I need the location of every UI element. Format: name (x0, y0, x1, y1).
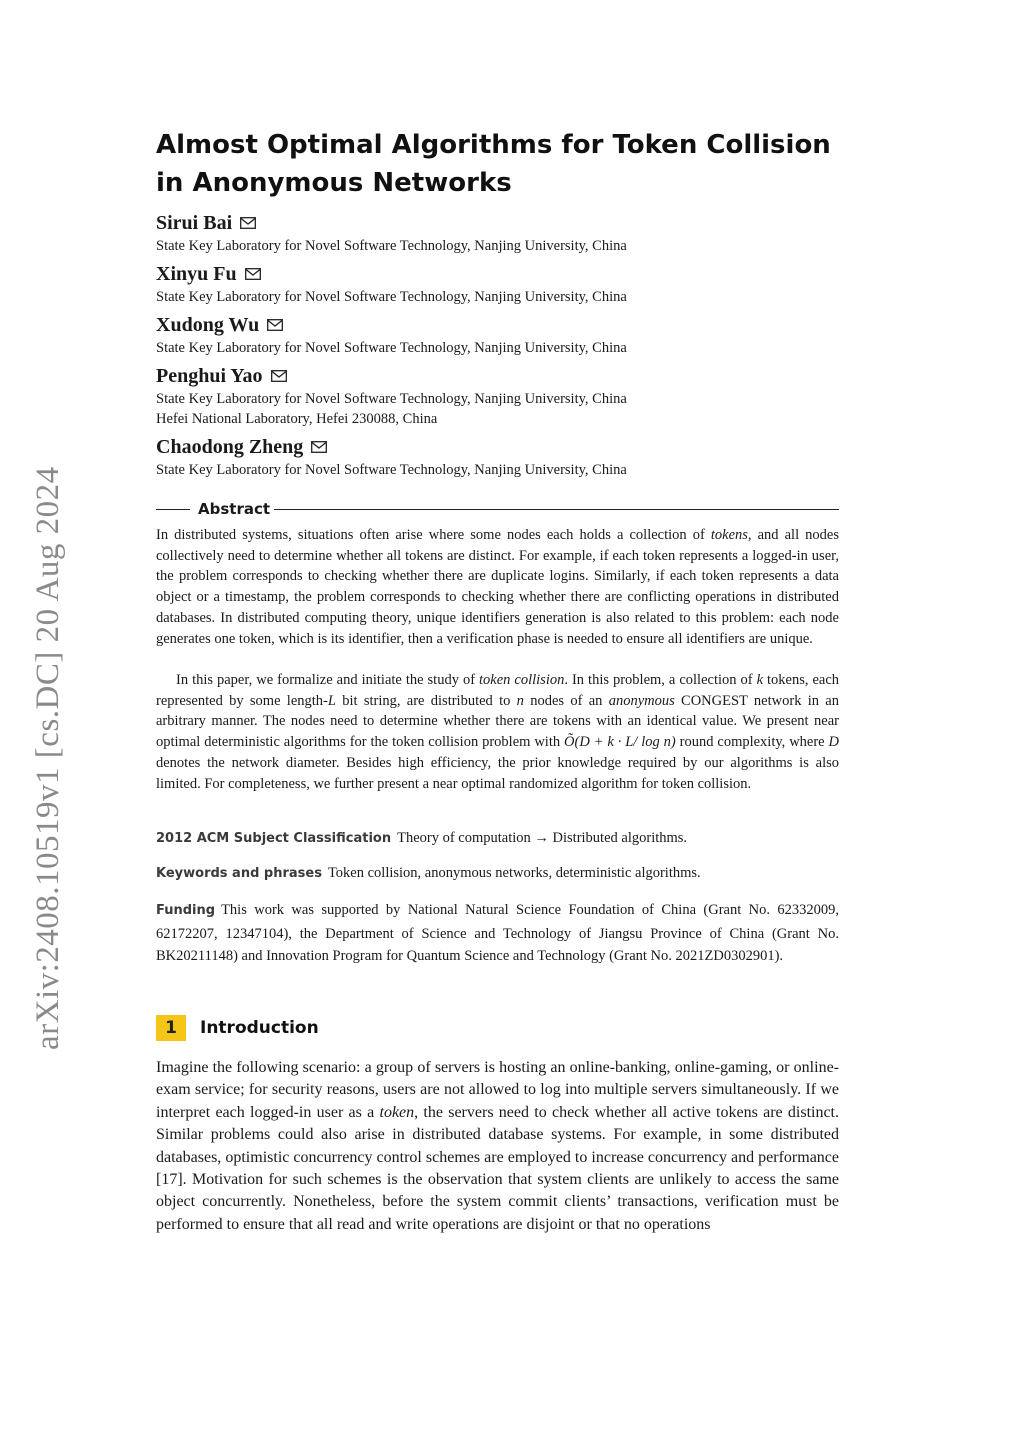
author-block (156, 263, 856, 307)
funding-label: Funding (156, 903, 216, 918)
email-icon[interactable] (311, 441, 327, 453)
paper-title: Almost Optimal Algorithms for Token Collision in Anonymous Networks (156, 130, 831, 198)
author-block (156, 314, 856, 358)
author-name: Xinyu Fu (156, 263, 237, 285)
author-affiliation: State Key Laboratory for Novel Software Technology, Nanjing University, China (156, 391, 627, 407)
intro-paragraph: Imagine the following scenario: a group of servers is hosting an online-banking, online-gaming, or online-exam service; for security reasons, users are not allowed to log into multiple servers simultaneously. If we interpret each logged-in user as a token, the servers need to check whether all active tokens are distinct. Similar problems could also arise in distributed database systems. For example, in some distributed databases, optimistic concurrency control schemes are employed to increase concurrency and performance [17]. Motivation for such schemes is the observation that system clients are unlikely to access the same object concurrently. Nonetheless, before the system commit clients’ transactions, verification must be performed to ensure that all read and write operations are disjoint or that no operations (156, 1059, 840, 1233)
abstract-paragraph-1: In distributed systems, situations often arise where some nodes each holds a collection of tokens, and all nodes collectively need to determine whether all tokens are distinct. For example, if each token represents a logged-in user, the problem corresponds to checking whether there are duplicate logins. Similarly, if each token represents a data object or a timestamp, the problem corresponds to checking whether there are conflicting operations in distributed databases. In distributed computing theory, unique identifiers generation is also related to this problem: each node generates one token, which is its identifier, then a verification phase is needed to ensure all identifiers are unique. (156, 527, 839, 647)
author-affiliation: State Key Laboratory for Novel Software Technology, Nanjing University, China (156, 462, 627, 478)
arxiv-identifier: arXiv:2408.10519v1 [cs.DC] 20 Aug 2024 (30, 466, 66, 1050)
author-name: Xudong Wu (156, 314, 260, 336)
acm-label: 2012 ACM Subject Classification (156, 831, 392, 846)
rule-divider (156, 509, 190, 510)
funding-text: This work was supported by National Natural Science Foundation of China (Grant No. 62332009, 62172207, 12347104), the Department of Science and Technology of Jiangsu Province of China (Grant No. BK20211148) and Innovation Program for Quantum Science and Technology (Grant No. 2021ZD0302901). (156, 902, 839, 964)
author-affiliation: Hefei National Laboratory, Hefei 230088, China (156, 411, 438, 427)
author-name: Sirui Bai (156, 212, 233, 234)
abstract-header (156, 500, 839, 518)
acm-text: Theory of computation → Distributed algorithms. (397, 830, 688, 846)
author-affiliation: State Key Laboratory for Novel Software Technology, Nanjing University, China (156, 340, 627, 356)
keywords-text: Token collision, anonymous networks, deterministic algorithms. (327, 865, 701, 881)
section-number: 1 (156, 1015, 186, 1041)
author-name: Chaodong Zheng (156, 436, 304, 458)
email-icon[interactable] (267, 319, 283, 331)
author-block (156, 436, 856, 480)
author-affiliation: State Key Laboratory for Novel Software Technology, Nanjing University, China (156, 238, 627, 254)
email-icon[interactable] (271, 370, 287, 382)
keywords (156, 862, 839, 886)
acm-classification (156, 827, 839, 851)
section-title: Introduction (200, 1018, 319, 1038)
author-block (156, 365, 856, 429)
abstract-paragraph-2: In this paper, we formalize and initiate the study of token collision. In this problem, a collection of k tokens, each represented by some length-L bit string, are distributed to n nodes of an anonymous CONGEST network in an arbitrary manner. The nodes need to determine whether there are tokens with an identical value. We present near optimal deterministic algorithms for the token collision problem with Õ(D + k · L/ log n) round complexity, where D denotes the network diameter. Besides high efficiency, the prior knowledge required by our algorithms is also limited. For completeness, we further present a near optimal randomized algorithm for token collision. (156, 672, 840, 792)
abstract-heading: Abstract (198, 500, 271, 518)
rule-divider (274, 509, 839, 510)
author-name: Penghui Yao (156, 365, 263, 387)
section-heading (156, 1015, 319, 1041)
keywords-label: Keywords and phrases (156, 866, 322, 881)
author-affiliation: State Key Laboratory for Novel Software Technology, Nanjing University, China (156, 289, 627, 305)
email-icon[interactable] (240, 217, 256, 229)
complexity-formula: Õ(D + k · L/ log n) (564, 734, 676, 751)
funding (156, 899, 839, 968)
author-block (156, 212, 856, 256)
email-icon[interactable] (245, 268, 261, 280)
